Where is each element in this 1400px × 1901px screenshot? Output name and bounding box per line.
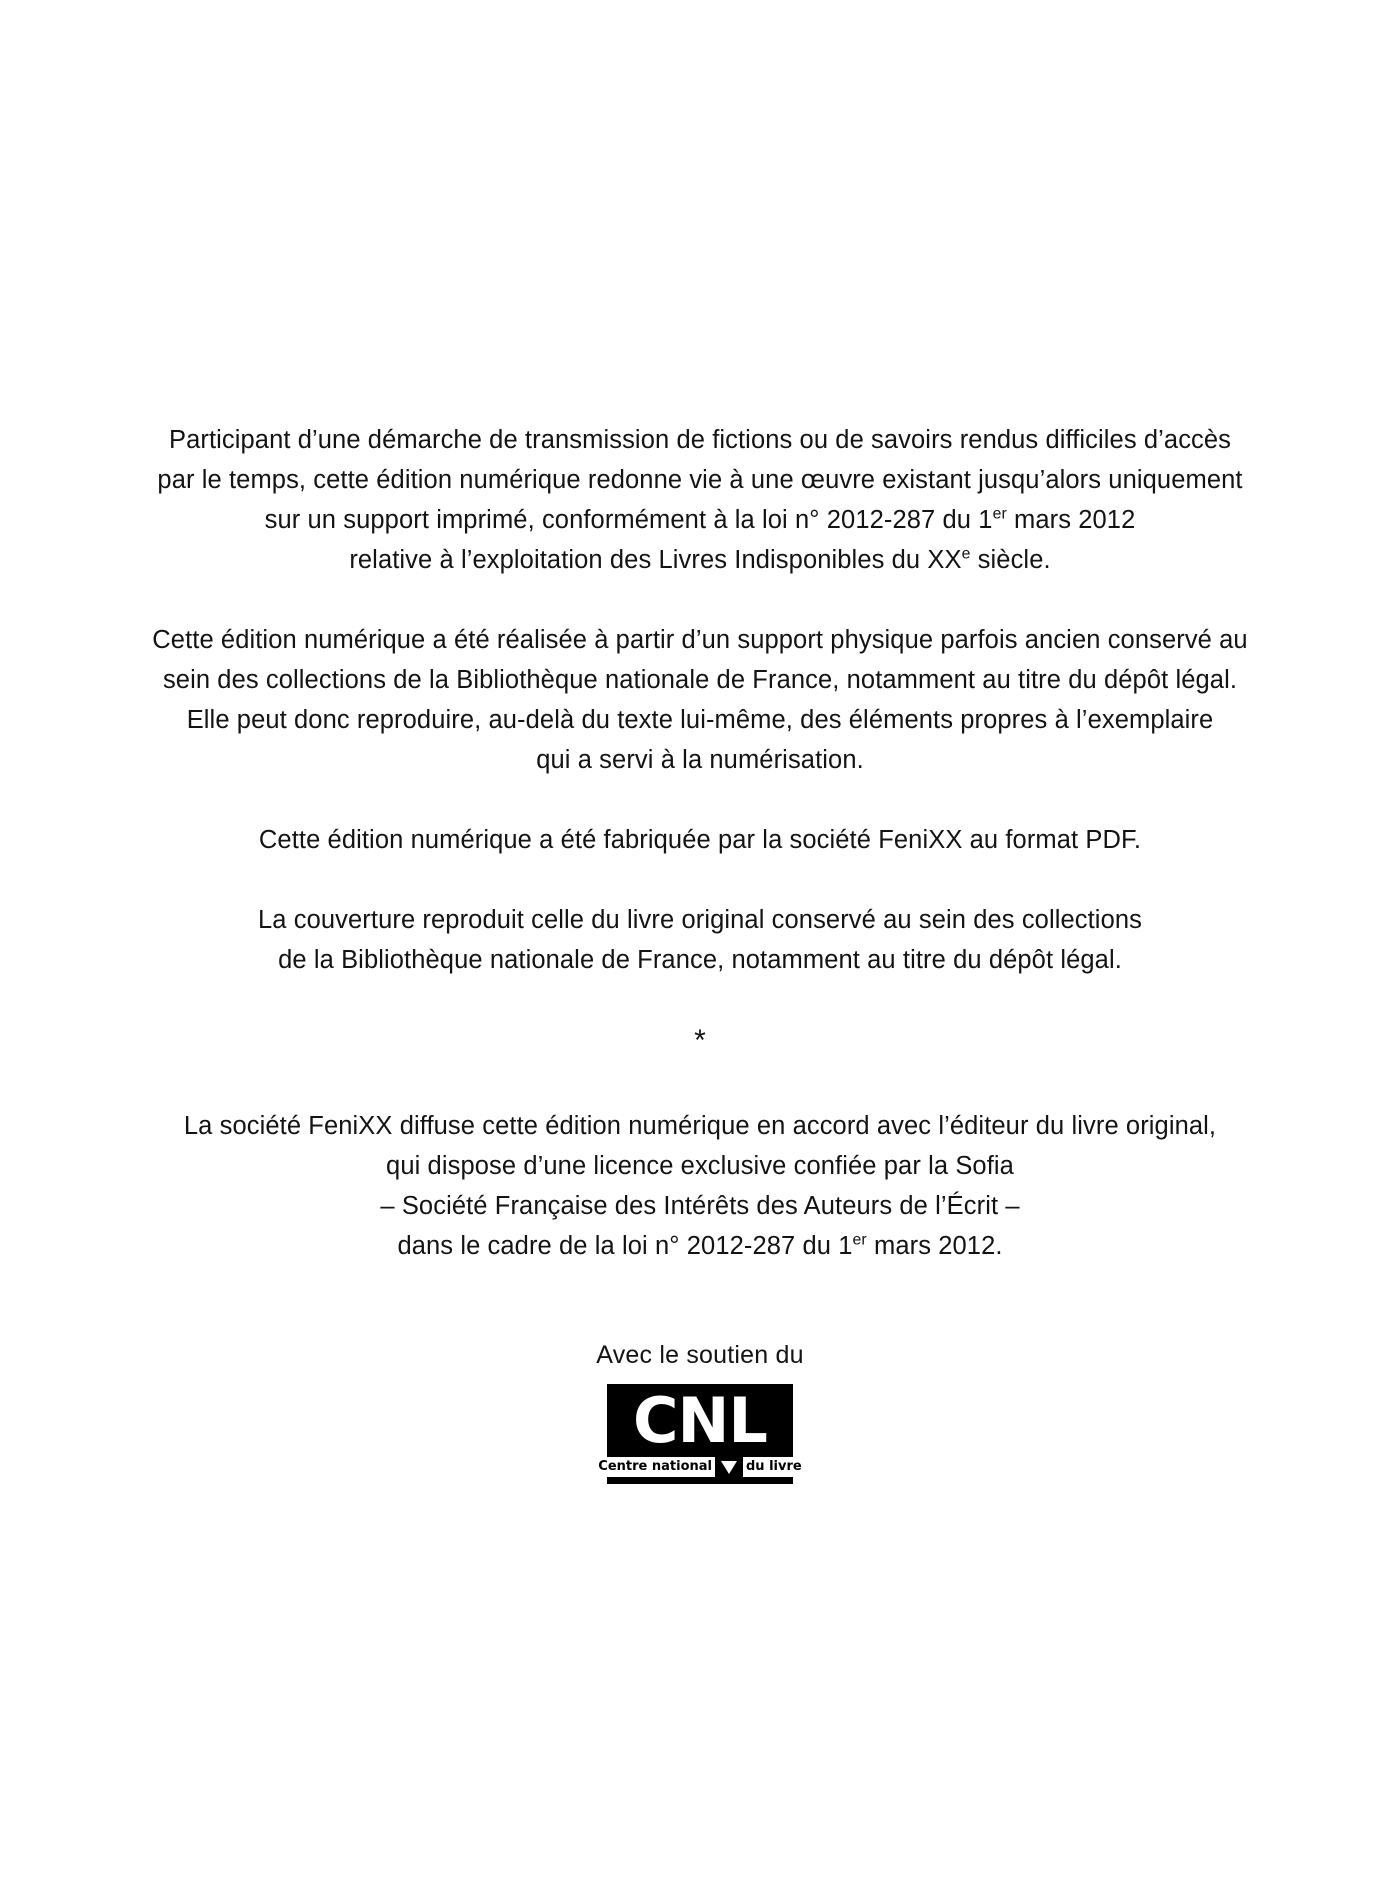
paragraph-fabrication (140, 820, 1260, 860)
law-text-prefix: sur un support imprimé, conformément à la loi n° 2012-287 du 1 (264, 506, 993, 534)
law-text-suffix: mars 2012. (866, 1232, 1003, 1260)
cnl-logo-initials: CNL (633, 1384, 767, 1457)
paragraph-line: Participant d’une démarche de transmission de fictions ou de savoirs rendus difficiles d’accès (168, 426, 1232, 454)
cnl-logo-subtitle-right: du livre (743, 1457, 805, 1477)
paragraph-line: qui a servi à la numérisation. (536, 746, 864, 774)
law-text-prefix: dans le cadre de la loi n° 2012-287 du 1 (397, 1232, 853, 1260)
paragraph-line: sein des collections de la Bibliothèque nationale de France, notamment au titre du dépôt légal. (162, 666, 1238, 694)
section-separator: * (694, 1024, 706, 1057)
paragraph-line: Elle peut donc reproduire, au-delà du texte lui-même, des éléments propres à l’exemplaire (186, 706, 1214, 734)
paragraph-line: – Société Française des Intérêts des Auteurs de l’Écrit – (380, 1192, 1020, 1220)
support-section (0, 1340, 1400, 1484)
cnl-logo (598, 1384, 802, 1484)
cnl-logo-subtitle (598, 1456, 802, 1478)
paragraph-line: Cette édition numérique a été fabriquée par la société FeniXX au format PDF. (258, 826, 1142, 854)
paragraph-line: par le temps, cette édition numérique redonne vie à une œuvre existant jusqu’alors uniquement (157, 466, 1243, 494)
paragraph-line: Cette édition numérique a été réalisée à partir d’un support physique parfois ancien conservé au (152, 626, 1248, 654)
paragraph-line: qui dispose d’une licence exclusive confiée par la Sofia (386, 1152, 1014, 1180)
paragraph-line (140, 540, 1260, 580)
paragraph-line (140, 500, 1260, 540)
paragraph-diffusion (140, 1106, 1260, 1266)
ordinal-suffix: er (852, 1231, 867, 1249)
century-text-prefix: relative à l’exploitation des Livres Indisponibles du XX (349, 546, 962, 574)
triangle-icon (721, 1461, 737, 1474)
paragraph-line: de la Bibliothèque nationale de France, notamment au titre du dépôt légal. (278, 946, 1122, 974)
cnl-logo-subtitle-left: Centre national (595, 1457, 715, 1477)
paragraph-support-physique (140, 620, 1260, 780)
legal-notice-body (0, 420, 1400, 1484)
ordinal-suffix: er (992, 505, 1007, 523)
century-text-suffix: siècle. (970, 546, 1051, 574)
paragraph-transmission (140, 420, 1260, 580)
support-label: Avec le soutien du (596, 1341, 804, 1369)
paragraph-couverture (140, 900, 1260, 980)
paragraph-line: La couverture reproduit celle du livre original conservé au sein des collections (258, 906, 1142, 934)
paragraph-line (140, 1226, 1260, 1266)
ordinal-suffix: e (961, 545, 971, 563)
paragraph-line: La société FeniXX diffuse cette édition numérique en accord avec l’éditeur du livre original, (183, 1112, 1217, 1140)
law-text-suffix: mars 2012 (1006, 506, 1136, 534)
